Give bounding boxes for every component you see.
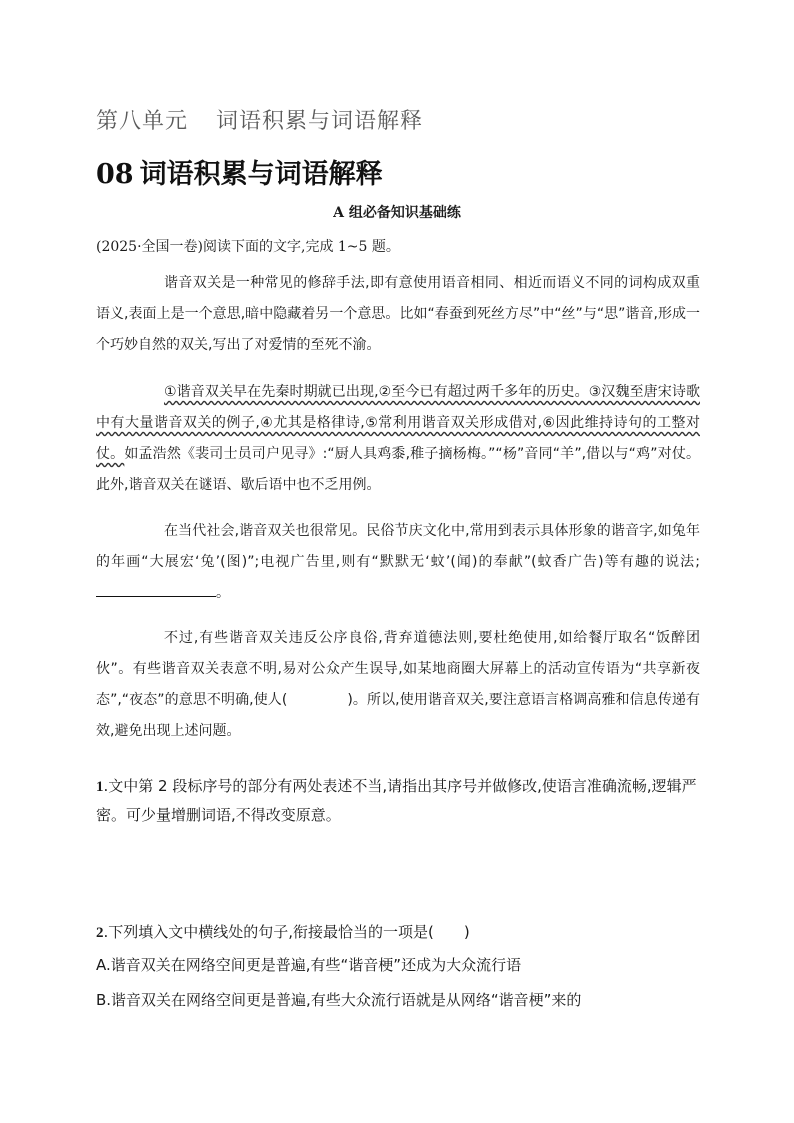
unit-label: 第八单元 <box>96 109 189 134</box>
passage-paragraph-4 <box>96 623 700 747</box>
lesson-title-text: 词语积累与词语解释 <box>139 159 383 190</box>
fill-in-blank <box>96 582 216 597</box>
question-number: 1 <box>96 779 104 795</box>
source-instruction: (2025·全国一卷)阅读下面的文字,完成 1~5 题。 <box>96 239 400 255</box>
paragraph-text: 如孟浩然《裴司士员司户见寻》:“厨人具鸡黍,稚子摘杨梅。”“杨”音同“羊”,借以与“鸡”对仗。此外,谐音双关在谜语、歇后语中也不乏用例。 <box>96 446 700 493</box>
question-1 <box>96 772 700 829</box>
question-number: 2 <box>96 925 104 941</box>
paragraph-text: 谐音双关是一种常见的修辞手法,即有意使用语音相同、相近而语义不同的词构成双重语义,表面上是一个意思,暗中隐藏着另一个意思。比如“春蚕到死丝方尽”中“丝”与“思”谐音,形成一个巧妙自然的双关,写出了对爱情的至死不渝。 <box>96 275 700 353</box>
option-b: B.谐音双关在网络空间更是普遍,有些大众流行语就是从网络“谐音梗”来的 <box>96 991 582 1009</box>
question-text: .文中第 2 段标序号的部分有两处表述不当,请指出其序号并做修改,使语言准确流畅,逻辑严密。可少量增删词语,不得改变原意。 <box>96 777 697 824</box>
paragraph-text-end: 。 <box>216 585 230 601</box>
underlined-numbered-sentences: ①谐音双关早在先秦时期就已出现,②至今已有超过两千多年的历史。③汉魏至唐宋诗歌中有大量谐音双关的例子,④尤其是格律诗,⑤常利用谐音双关形成借对,⑥因此维持诗句的工整对仗。 <box>96 384 700 462</box>
paragraph-text: 在当代社会,谐音双关也很常见。民俗节庆文化中,常用到表示具体形象的谐音字,如兔年的年画“大展宏‘兔’(图)”;电视广告里,则有“默默无‘蚊’(闻)的奉献”(蚊香广告)等有趣的说法; <box>96 523 700 570</box>
question-2 <box>96 918 700 947</box>
passage-paragraph-1 <box>96 268 700 361</box>
question-text: .下列填入文中横线处的句子,衔接最恰当的一项是( ) <box>103 923 470 941</box>
paragraph-text: 不过,有些谐音双关违反公序良俗,背弃道德法则,要杜绝使用,如给餐厅取名“饭醉团伙”。有些谐音双关表意不明,易对公众产生误导,如某地商圈大屏幕上的活动宣传语为“共享新夜态”,“夜态”的意思不明确,使人( <box>96 630 700 708</box>
unit-header <box>96 104 423 135</box>
unit-topic: 词语积累与词语解释 <box>216 109 424 134</box>
passage-paragraph-2 <box>96 377 700 501</box>
paragraph-text-end: )。所以,使用谐音双关,要注意语言格调高雅和信息传递有效,避免出现上述问题。 <box>96 692 700 739</box>
lesson-number: 08 <box>96 159 134 190</box>
option-a: A.谐音双关在网络空间更是普遍,有些“谐音梗”还成为大众流行语 <box>96 956 522 974</box>
lesson-title <box>96 152 383 191</box>
exercise-group-title: A 组必备知识基础练 <box>333 205 461 221</box>
passage-paragraph-3 <box>96 516 700 609</box>
